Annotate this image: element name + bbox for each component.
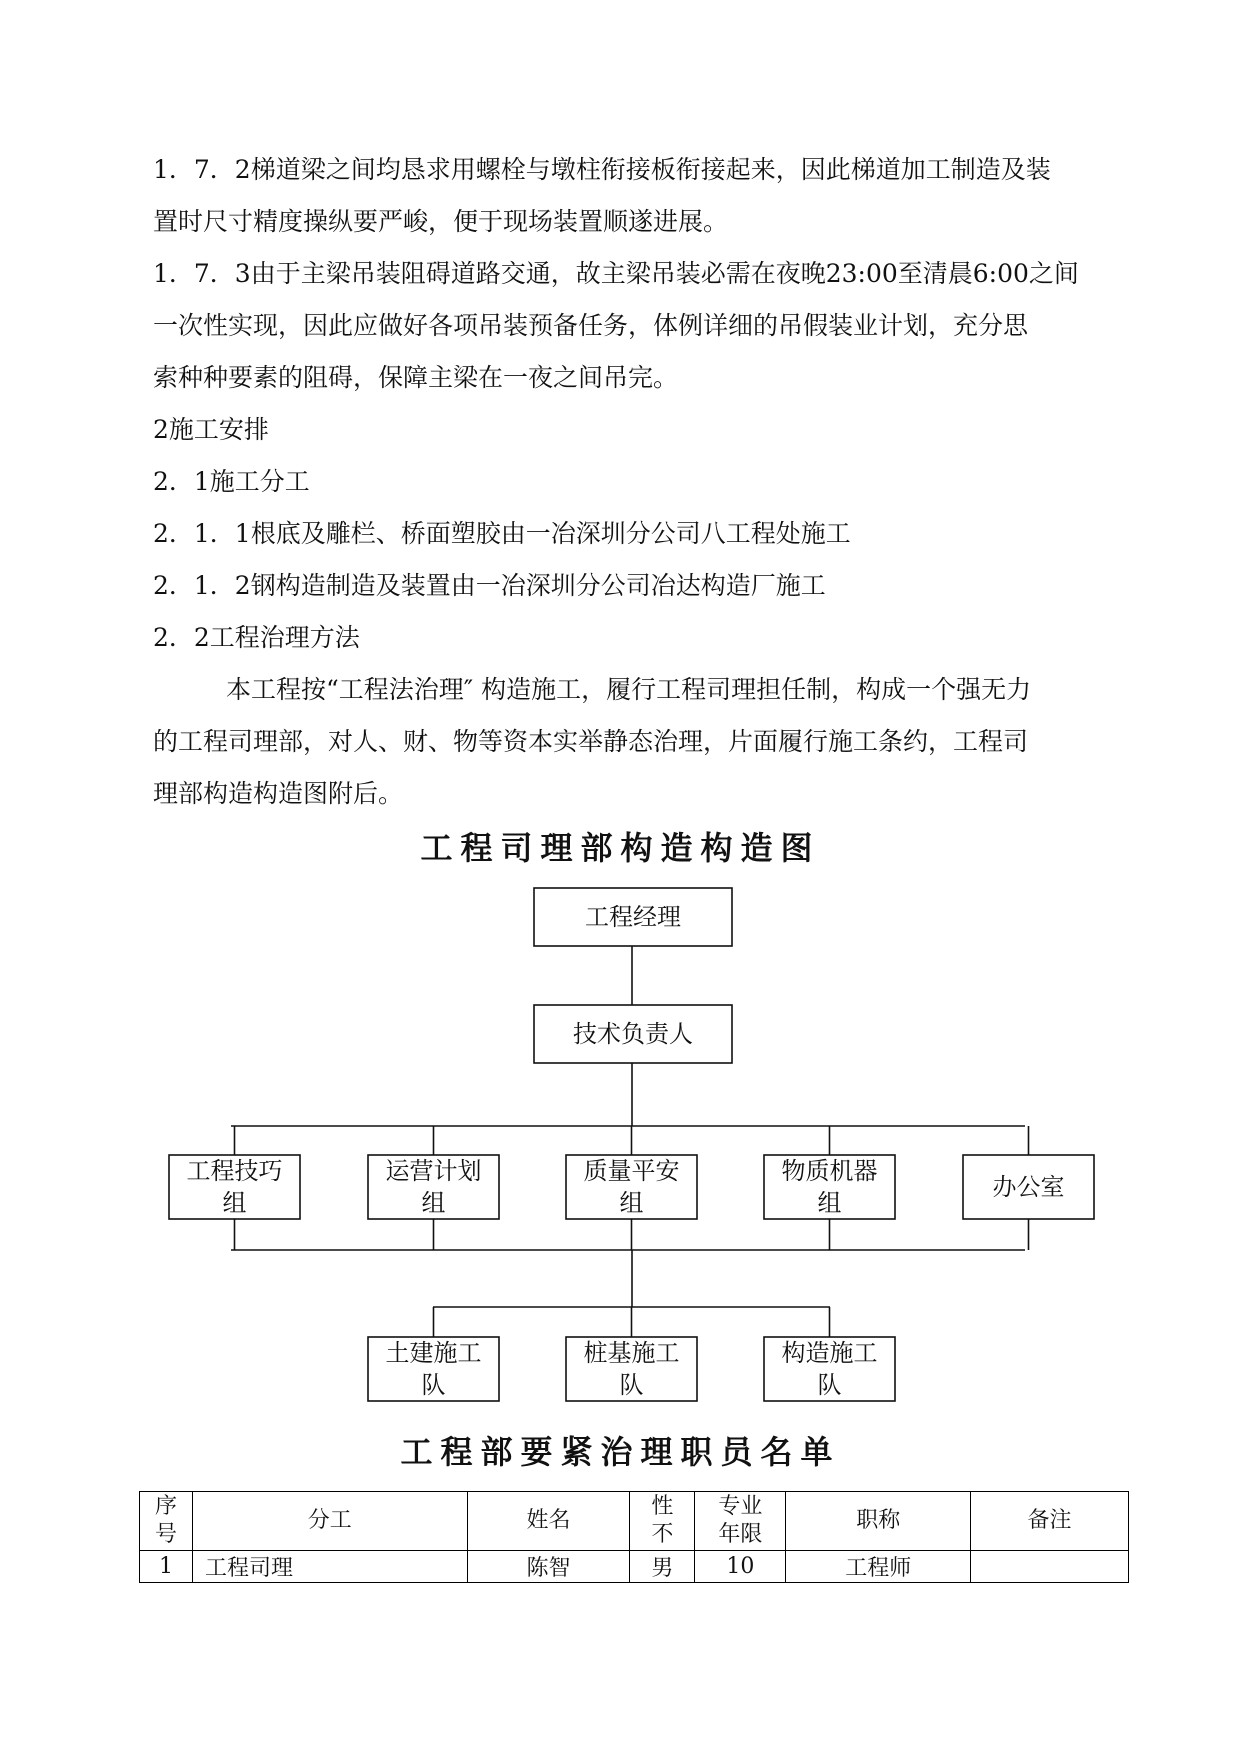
org-box-group	[764, 1155, 895, 1219]
org-box-group	[169, 1155, 300, 1219]
box-label: 队	[619, 1371, 644, 1399]
box-label: 物质机器	[781, 1157, 878, 1185]
box-label: 运营计划	[385, 1157, 482, 1185]
box-label: 队	[421, 1371, 446, 1399]
heading-construction-division	[153, 456, 1113, 508]
cell-index: 1	[140, 1551, 193, 1583]
col-header-index: 序 号	[140, 1492, 193, 1551]
box-label: 组	[817, 1189, 842, 1217]
heading-construction-arrangement	[153, 404, 1113, 456]
box-label: 工程经理	[585, 903, 681, 931]
box-label: 办公室	[992, 1173, 1065, 1201]
text-line: 理部构造构造图附后。	[153, 779, 404, 808]
box-label: 桩基施工	[583, 1339, 680, 1367]
text-line: 2．2工程治理方法	[153, 623, 360, 652]
col-header-role: 分工	[192, 1492, 467, 1551]
cell-years: 10	[695, 1551, 786, 1583]
staff-table-title: 工程部要紧治理职员名单	[400, 1433, 841, 1471]
org-box-team	[368, 1337, 499, 1401]
box-label: 组	[619, 1189, 644, 1217]
text-line: 本工程按“工程法治理″ 构造施工，履行工程司理担任制，构成一个强无力	[226, 675, 1032, 704]
paragraph-2-1-1	[153, 508, 1113, 560]
text-line: 2．1．2钢构造制造及装置由一冶深圳分公司冶达构造厂施工	[153, 571, 826, 600]
table-header-row	[140, 1492, 1129, 1551]
text-line: 2施工安排	[153, 415, 269, 444]
cell-name: 陈智	[467, 1551, 630, 1583]
org-box-group	[566, 1155, 697, 1219]
org-box-group	[963, 1155, 1094, 1219]
text-line: 1．7．3由于主梁吊装阻碍道路交通，故主梁吊装必需在夜晚23:00至清晨6:00之间	[153, 259, 1079, 288]
paragraph-1-7-3	[153, 248, 1113, 404]
col-header-title: 职称	[786, 1492, 971, 1551]
org-box-manager	[534, 888, 732, 946]
text-line: 索种种要素的阻碍，保障主梁在一夜之间吊完。	[153, 363, 679, 392]
text-line: 2．1施工分工	[153, 467, 310, 496]
box-label: 队	[817, 1371, 842, 1399]
box-label: 组	[421, 1189, 446, 1217]
staff-table	[139, 1491, 1129, 1583]
heading-management-method	[153, 612, 1113, 664]
text-line: 一次性实现，因此应做好各项吊装预备任务，体例详细的吊假装业计划，充分思	[153, 311, 1029, 340]
paragraph-1-7-2	[153, 144, 1113, 248]
cell-gender: 男	[630, 1551, 695, 1583]
col-header-years: 专业 年限	[695, 1492, 786, 1551]
box-label: 工程技巧	[186, 1157, 283, 1185]
paragraph-management-body	[153, 664, 1113, 820]
text-line: 1．7．2梯道梁之间均恳求用螺栓与墩柱衔接板衔接起来，因此梯道加工制造及装	[153, 155, 1051, 184]
box-label: 技术负责人	[573, 1020, 693, 1048]
col-header-name: 姓名	[467, 1492, 630, 1551]
col-header-remarks: 备注	[971, 1492, 1129, 1551]
text-line: 的工程司理部，对人、财、物等资本实举静态治理，片面履行施工条约，工程司	[153, 727, 1029, 756]
cell-role: 工程司理	[192, 1551, 467, 1583]
cell-remarks	[971, 1551, 1129, 1583]
org-chart-title: 工程司理部构造构造图	[420, 829, 821, 867]
box-label: 构造施工	[781, 1339, 878, 1367]
paragraph-2-1-2	[153, 560, 1113, 612]
org-box-tech-lead	[534, 1005, 732, 1063]
box-label: 组	[222, 1189, 247, 1217]
col-header-gender: 性 不	[630, 1492, 695, 1551]
text-line: 置时尺寸精度操纵要严峻，便于现场装置顺遂进展。	[153, 207, 729, 236]
box-label: 质量平安	[583, 1157, 680, 1185]
cell-title: 工程师	[786, 1551, 971, 1583]
text-line: 2．1．1根底及雕栏、桥面塑胶由一冶深圳分公司八工程处施工	[153, 519, 851, 548]
box-label: 土建施工	[385, 1339, 482, 1367]
table-row	[140, 1551, 1129, 1583]
org-chart	[0, 880, 1241, 1410]
org-box-group	[368, 1155, 499, 1219]
org-box-team	[566, 1337, 697, 1401]
org-box-team	[764, 1337, 895, 1401]
